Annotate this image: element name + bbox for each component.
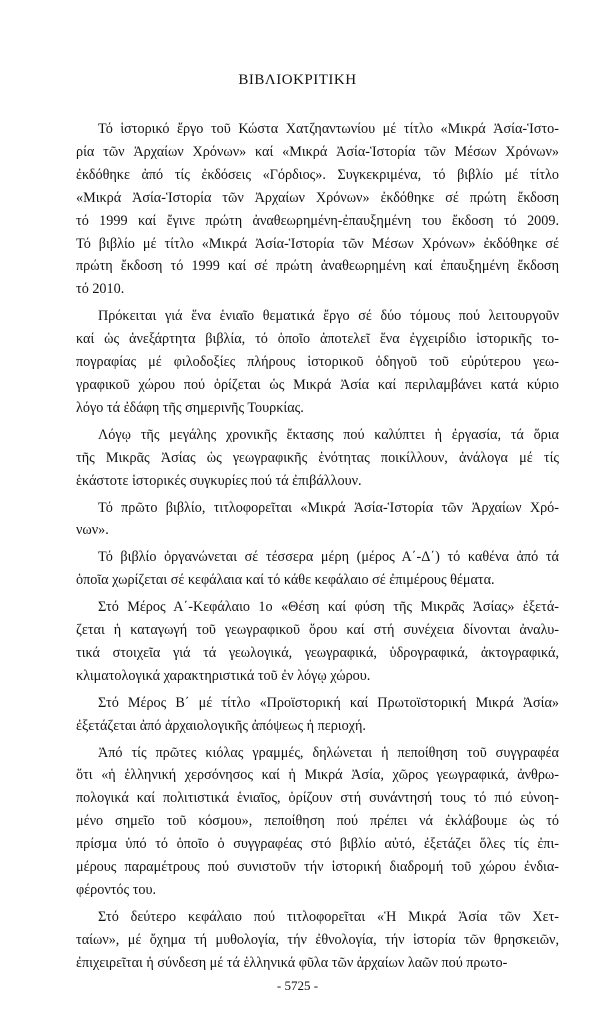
text-line: ταίων», μέ ὄχημα τή μυθολογία, τήν ἐθνολογία, τήν ἱστορία τῶν θρησκειῶν, [76, 931, 559, 948]
paragraph [76, 906, 559, 975]
text-line: Τό βιβλίο μέ τίτλο «Μικρά Ἀσία-Ἱστορία τῶν Μέσων Χρόνων» ἐκδόθηκε σέ [76, 235, 559, 252]
text-line: γραφικοῦ χώρου πού ὁρίζεται ὡς Μικρά Ἀσία καί περιλαμβάνει κατά κύριο [76, 376, 559, 393]
text-line: πογραφίας μέ φιλοδοξίες πλήρους ἱστορικοῦ ὁδηγοῦ τοῦ εὐρύτερου γεω- [76, 354, 559, 371]
paragraph [76, 692, 559, 738]
text-line: ὅτι «ἡ ἑλληνική χερσόνησος καί ἡ Μικρά Ἀσία, χῶρος γεωγραφικά, ἀνθρω- [76, 767, 559, 784]
text-line: τό 2010. [76, 281, 125, 298]
page-number: - 5725 - [276, 978, 319, 993]
text-line: ἐξετάζεται ἀπό ἀρχαιολογικῆς ἀπόψεως ἡ περιοχή. [76, 717, 366, 734]
page-title: ΒΙΒΛΙΟΚΡΙΤΙΚΗ [238, 72, 357, 88]
paragraph [76, 305, 559, 420]
text-line: μέρους παραμέτρους πού συνιστοῦν τήν ἱστορική διαδρομή τοῦ χώρου ἐνδια- [76, 859, 559, 876]
text-line: πρίσμα ὑπό τό ὁποῖο ὁ συγγραφέας στό βιβλίο αὐτό, ἐξετάζει ὅλες τίς ἐπι- [76, 836, 559, 853]
text-line: Λόγῳ τῆς μεγάλης χρονικῆς ἔκτασης πού καλύπτει ἡ ἐργασία, τά ὅρια [98, 426, 559, 443]
text-line: φέροντός του. [76, 882, 157, 898]
text-line: νων». [76, 522, 109, 539]
text-line: πολογικά καί πολιτιστικά ἑνιαῖος, ὁρίζουν στή συνάντησή τους τό πιό εὐνοη- [76, 790, 559, 807]
text-line: τῆς Μικρᾶς Ἀσίας ὡς γεωγραφικῆς ἑνότητας ποικίλλουν, ἀνάλογα μέ τίς [76, 449, 559, 466]
text-line: «Μικρά Ἀσία-Ἱστορία τῶν Ἀρχαίων Χρόνων» ἐκδόθηκε σέ πρώτη ἔκδοση [76, 189, 559, 206]
text-line: λόγο τά ἐδάφη τῆς σημερινῆς Τουρκίας. [76, 399, 304, 416]
text-line: ρία τῶν Ἀρχαίων Χρόνων» καί «Μικρά Ἀσία-Ἱστορία τῶν Μέσων Χρόνων» [76, 143, 559, 160]
text-line: τικά στοιχεῖα γιά τά γεωλογικά, γεωγραφικά, ὑδρογραφικά, ἀκτογραφικά, [76, 644, 559, 661]
text-line: ἐκδόθηκε ἀπό τίς ἐκδόσεις «Γόρδιος». Συγκεκριμένα, τό βιβλίο μέ τίτλο [76, 166, 559, 183]
text-line: ζεται ἡ καταγωγή τοῦ γεωγραφικοῦ ὅρου καί στή συνέχεια δίνονται ἀναλυ- [76, 622, 559, 639]
paragraph [76, 424, 559, 493]
text-line: μένο σημεῖο τοῦ κόσμου», πεποίθηση πού πρέπει νά ἐκλάβουμε ὡς τό [76, 813, 559, 830]
text-line: Πρόκειται γιά ἕνα ἑνιαῖο θεματικά ἔργο σέ δύο τόμους πού λειτουργοῦν [98, 308, 559, 325]
paragraph [76, 596, 559, 688]
text-line: Στό Μέρος Β΄ μέ τίτλο «Προϊστορική καί Πρωτοϊστορική Μικρά Ἀσία» [98, 694, 559, 711]
paragraph [76, 118, 559, 301]
text-line: κλιματολογικά χαρακτηριστικά τοῦ ἐν λόγῳ χώρου. [76, 667, 371, 684]
text-line: ὁποῖα χωρίζεται σέ κεφάλαια καί τό κάθε κεφάλαιο σέ ἐπιμέρους θέματα. [76, 572, 495, 589]
text-line: Τό πρῶτο βιβλίο, τιτλοφορεῖται «Μικρά Ἀσία-Ἱστορία τῶν Ἀρχαίων Χρό- [98, 499, 559, 516]
text-line: τό 1999 καί ἔγινε πρώτη ἀναθεωρημένη-ἐπαυξημένη του ἔκδοση τό 2009. [76, 212, 559, 229]
text-line: καί ὡς ἀνεξάρτητα βιβλία, τό ὁποῖο ἀποτελεῖ ἕνα ἐγχειρίδιο ἱστορικῆς το- [76, 331, 559, 348]
paragraph [76, 546, 559, 592]
text-line: ἐπιχειρεῖται ἡ σύνδεση μέ τά ἑλληνικά φῦλα τῶν ἀρχαίων λαῶν πού πρωτο- [76, 954, 508, 971]
text-line: Στό Μέρος Α΄-Κεφάλαιο 1ο «Θέση καί φύση τῆς Μικρᾶς Ἀσίας» ἐξετά- [98, 599, 559, 616]
text-line: Ἀπό τίς πρῶτες κιόλας γραμμές, δηλώνεται ἡ πεποίθηση τοῦ συγγραφέα [98, 744, 559, 761]
text-line: ἑκάστοτε ἱστορικές συγκυρίες πού τά ἐπιβάλλουν. [76, 472, 362, 489]
body-text [76, 118, 559, 975]
text-line: Τό βιβλίο ὀργανώνεται σέ τέσσερα μέρη (μέρος Α΄-Δ΄) τό καθένα ἀπό τά [98, 549, 559, 566]
text-line: Τό ἱστορικό ἔργο τοῦ Κώστα Χατζηαντωνίου μέ τίτλο «Μικρά Ἀσία-Ἱστο- [98, 121, 559, 137]
paragraph [76, 742, 559, 902]
paragraph [76, 497, 559, 543]
text-line: πρώτη ἔκδοση τό 1999 καί σέ πρώτη ἀναθεωρημένη καί ἐπαυξημένη ἔκδοση [76, 258, 559, 275]
text-line: Στό δεύτερο κεφάλαιο πού τιτλοφορεῖται «Ἡ Μικρά Ἀσία τῶν Χετ- [98, 908, 559, 925]
